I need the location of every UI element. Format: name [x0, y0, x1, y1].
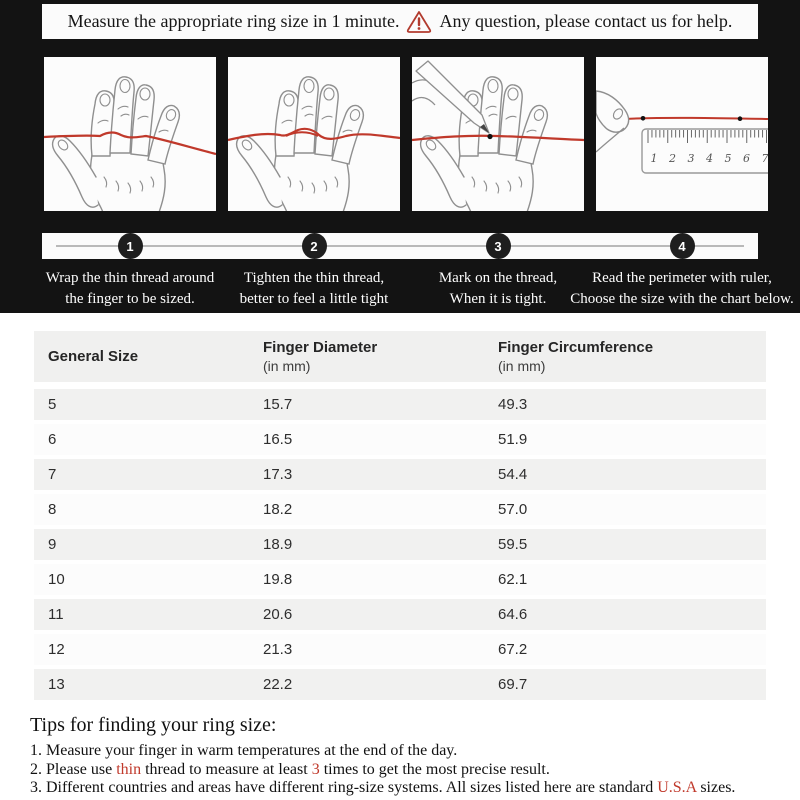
table-cell: 11 [48, 606, 64, 623]
table-row [34, 529, 766, 560]
tip-line [30, 742, 770, 761]
table-row [34, 669, 766, 700]
tip-text: 1. Measure your finger in warm temperatures at the end of the day. [30, 742, 458, 759]
banner-text-after: Any question, please contact us for help. [439, 11, 733, 31]
step-caption-3 [439, 268, 557, 310]
table-cell: 20.6 [263, 606, 293, 623]
step-circle-1: 1 [118, 233, 143, 259]
svg-text:4: 4 [706, 152, 713, 165]
tips-section [0, 704, 800, 798]
step-circle-2: 2 [302, 233, 327, 259]
table-row [34, 494, 766, 525]
table-header-row [34, 331, 766, 382]
table-cell: 6 [48, 431, 57, 448]
table-cell: 18.2 [263, 501, 293, 518]
table-cell: 7 [48, 466, 57, 483]
table-cell: 16.5 [263, 431, 293, 448]
table-cell: 8 [48, 501, 57, 518]
table-cell: 13 [48, 676, 65, 693]
header-general-size: General Size [48, 348, 139, 365]
illustration-step-4 [596, 57, 768, 211]
hand-thread-tight-icon [228, 57, 400, 211]
steps-timeline [42, 233, 758, 259]
table-cell: 18.9 [263, 536, 293, 553]
header-finger-diameter: Finger Diameter (in mm) [263, 339, 378, 374]
step-caption-1 [46, 268, 215, 310]
tip-highlight: U.S.A [657, 779, 697, 796]
table-body [34, 389, 766, 700]
caption-line: Tighten the thin thread, [243, 270, 385, 286]
table-cell: 10 [48, 571, 65, 588]
tip-line [30, 761, 770, 780]
tip-text: 2. Please use [30, 760, 117, 778]
svg-text:2: 2 [669, 152, 676, 165]
table-cell: 12 [48, 641, 65, 658]
caption-line: Choose the size with the chart below. [570, 291, 794, 307]
caption-line: When it is tight. [449, 291, 547, 307]
step-circle-3: 3 [486, 233, 511, 259]
tip-highlight: thin [116, 760, 142, 778]
caption-line: better to feel a little tight [239, 291, 389, 307]
table-row [34, 634, 766, 665]
step-caption-2 [240, 268, 389, 310]
header-finger-circumference: Finger Circumference (in mm) [498, 339, 654, 374]
table-cell: 59.5 [498, 536, 528, 553]
table-cell: 51.9 [498, 431, 528, 448]
size-chart-section [0, 313, 800, 700]
table-cell: 22.2 [263, 676, 293, 693]
illustration-step-3 [412, 57, 584, 211]
table-cell: 57.0 [498, 501, 528, 518]
table-cell: 54.4 [498, 466, 528, 483]
table-row [34, 564, 766, 595]
table-cell: 64.6 [498, 606, 528, 623]
illustration-step-1 [44, 57, 216, 211]
caption-line: Mark on the thread, [438, 270, 558, 286]
caption-line: the finger to be sized. [65, 291, 195, 307]
table-cell: 49.3 [498, 396, 528, 413]
illustration-panels [0, 57, 800, 211]
illustration-step-2 [228, 57, 400, 211]
tip-highlight: 3 [311, 760, 320, 778]
table-row [34, 599, 766, 630]
hand-pen-mark-icon [412, 57, 584, 211]
banner [42, 4, 758, 39]
svg-text:3: 3 [687, 152, 695, 165]
table-cell: 17.3 [263, 466, 293, 483]
table-cell: 69.7 [498, 676, 528, 693]
svg-text:6: 6 [743, 152, 750, 165]
tip-text: thread to measure at least [141, 760, 312, 778]
tips-lines [30, 742, 770, 798]
warning-icon [405, 9, 433, 34]
caption-line: Read the perimeter with ruler, [592, 270, 772, 286]
table-cell: 21.3 [263, 641, 293, 658]
svg-text:7: 7 [761, 152, 768, 165]
caption-line: Wrap the thin thread around [45, 270, 215, 286]
table-cell: 62.1 [498, 571, 528, 588]
table-row [34, 459, 766, 490]
svg-text:1: 1 [650, 152, 658, 165]
banner-text-before: Measure the appropriate ring size in 1 minute. [67, 11, 400, 31]
step-captions [0, 268, 800, 310]
table-cell: 5 [48, 396, 57, 413]
thread-ruler-icon [596, 57, 768, 211]
table-row [34, 389, 766, 420]
table-row [34, 424, 766, 455]
step-caption-4 [570, 268, 794, 310]
tip-line [30, 779, 770, 798]
tip-text: times to get the most precise result. [319, 760, 550, 778]
svg-text:5: 5 [724, 152, 732, 165]
tip-text: 3. Different countries and areas have different ring-size systems. All sizes listed here are standard [30, 779, 658, 796]
tip-text: sizes. [696, 779, 736, 796]
table-cell: 19.8 [263, 571, 293, 588]
tips-title: Tips for finding your ring size: [30, 714, 277, 736]
instructions-section [0, 0, 800, 313]
step-circle-4: 4 [670, 233, 695, 259]
table-cell: 67.2 [498, 641, 528, 658]
table-cell: 15.7 [263, 396, 293, 413]
table-cell: 9 [48, 536, 57, 553]
hand-thread-icon [44, 57, 216, 211]
